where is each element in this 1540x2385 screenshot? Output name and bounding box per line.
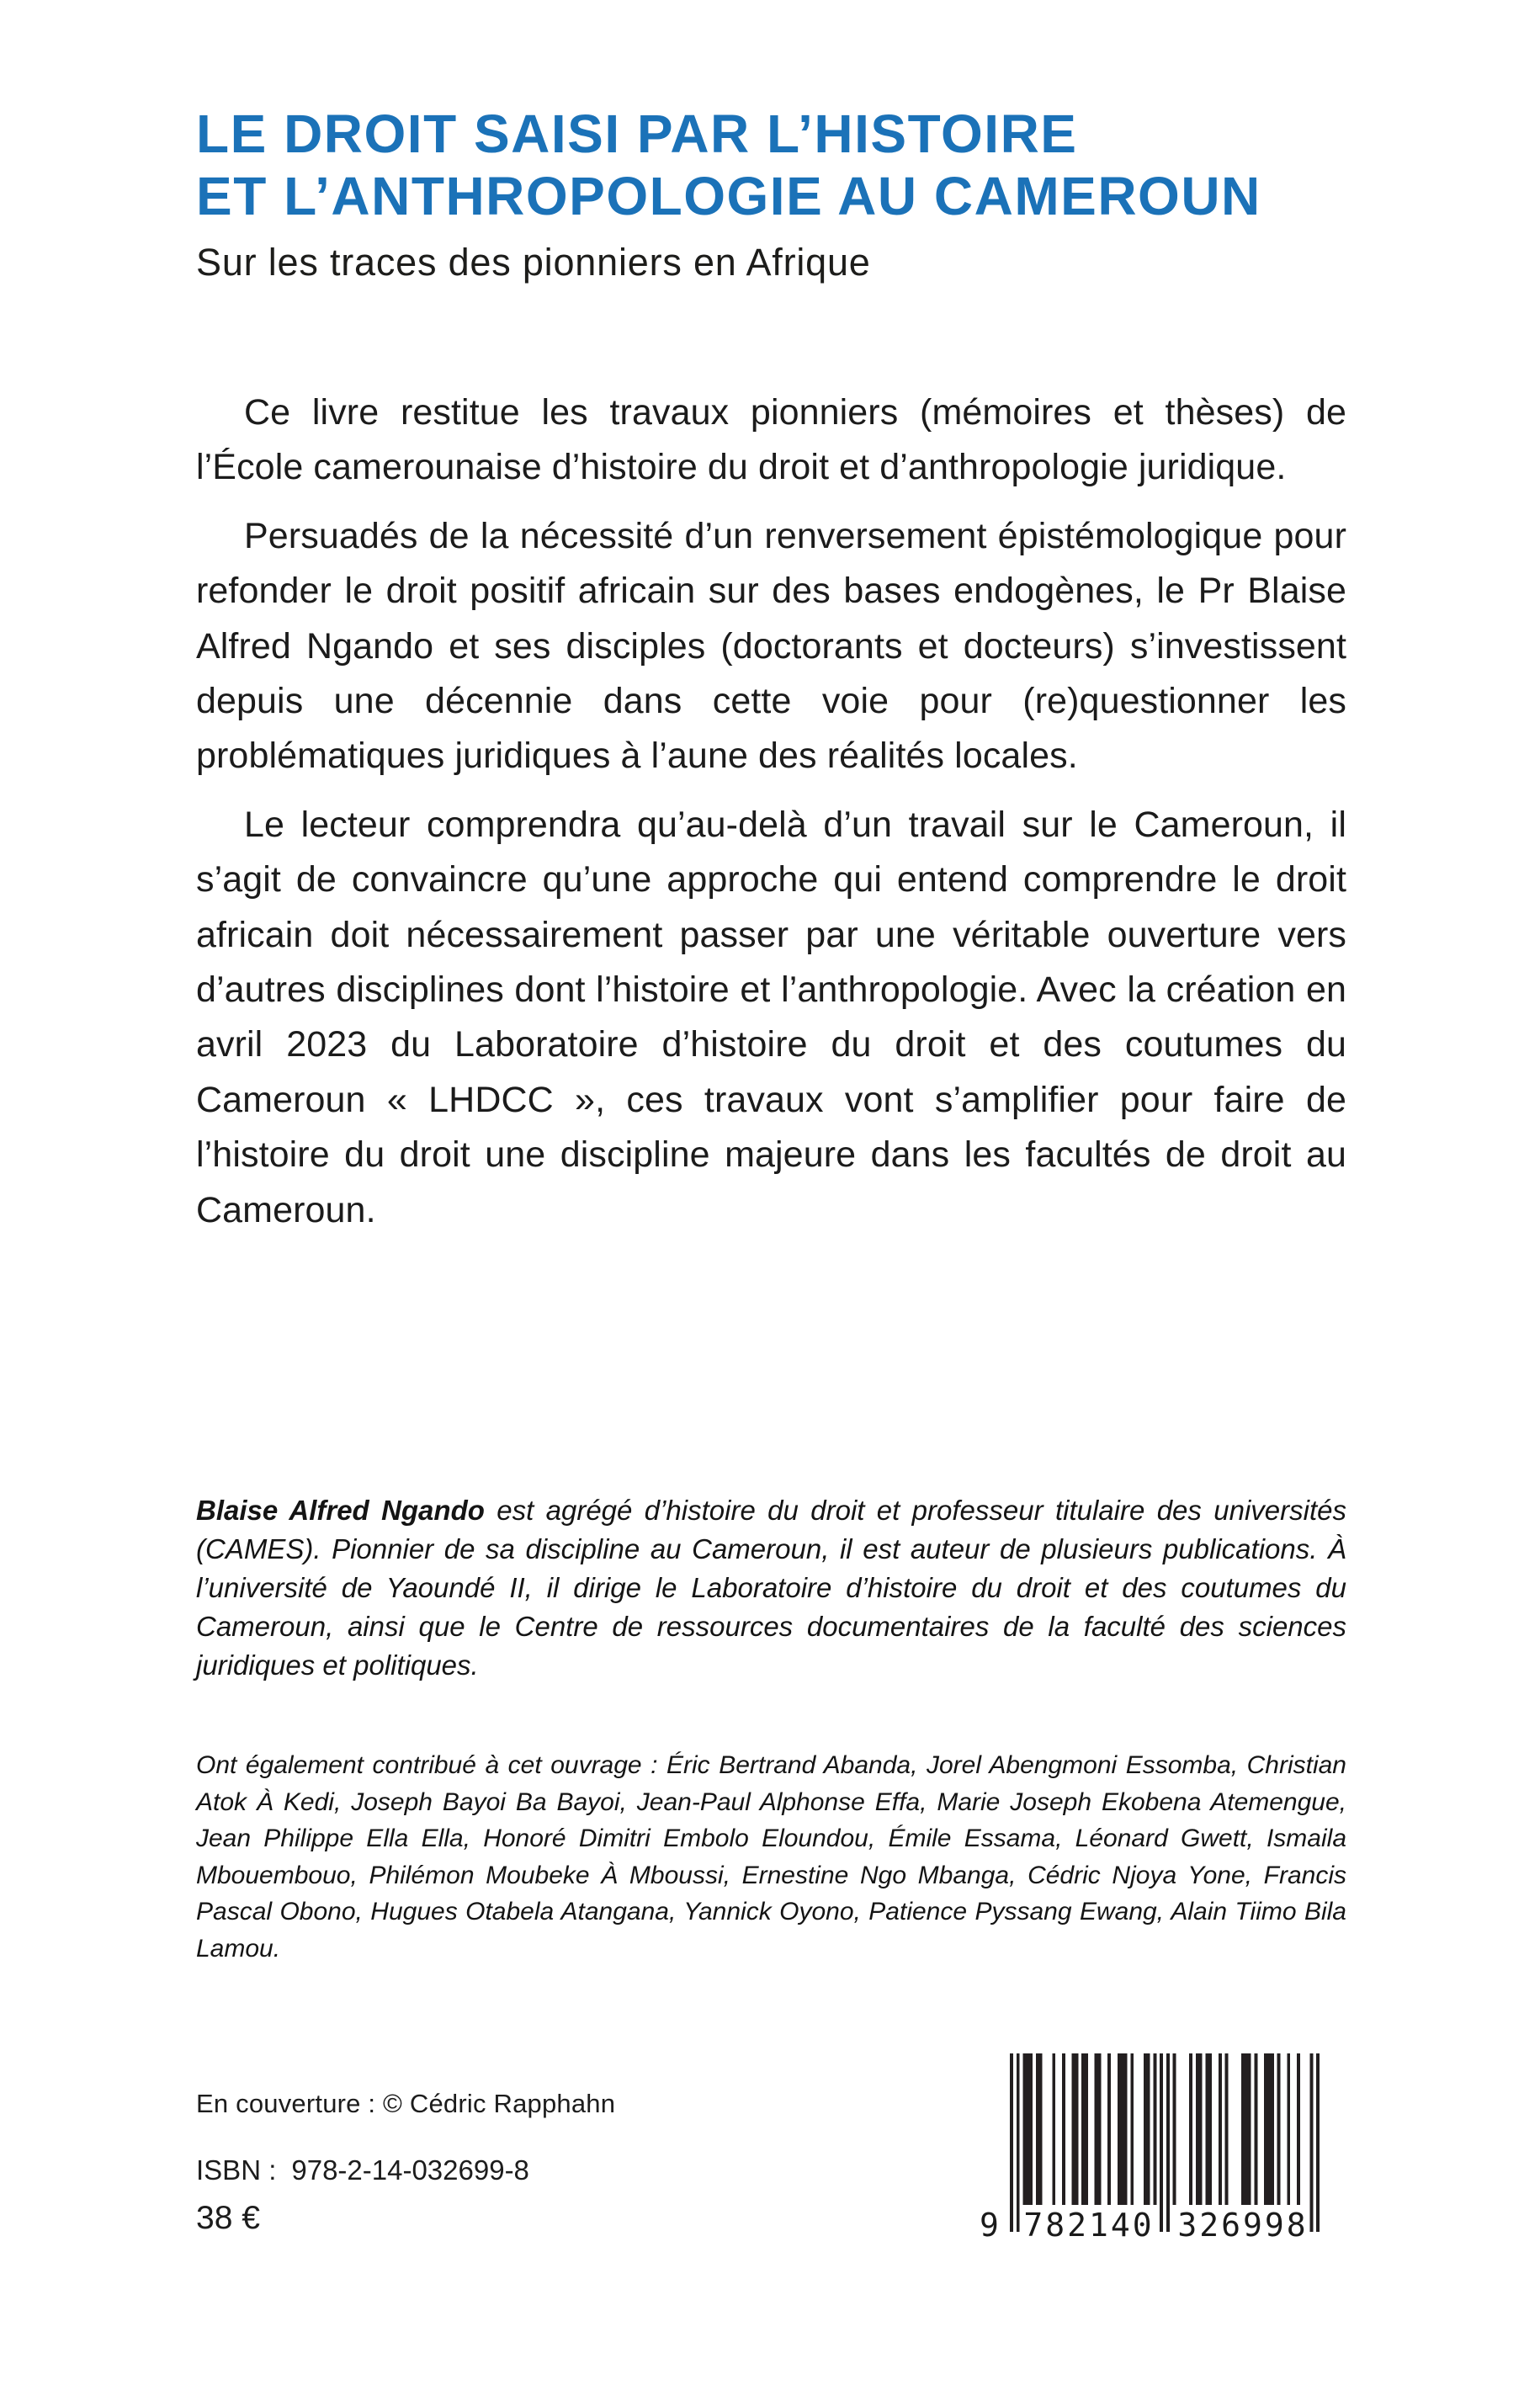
cover-credit: En couverture : © Cédric Rapphahn (196, 2089, 616, 2118)
isbn-label: ISBN : (196, 2154, 277, 2186)
contributors-note (196, 1747, 1346, 1967)
isbn-line (196, 2154, 529, 2186)
author-bio-text: est agrégé d’histoire du droit et professeur titulaire des universités (CAMES). Pionnier de sa discipline au Cameroun, il est auteur de plusieurs publications. À l’université de Yaoundé II, il dirige le Laboratoire d’histoire du droit et des coutumes du Cameroun, ainsi que le Centre de ressources documentaires de la faculté des sciences juridiques et politiques. (196, 1495, 1346, 1681)
barcode (980, 2053, 1325, 2249)
synopsis-paragraph-3: Le lecteur comprendra qu’au-delà d’un travail sur le Cameroun, il s’agit de convaincre qu’une approche qui entend comprendre le droit africain doit nécessairement passer par une véritable ouverture vers d’autres disciplines dont l’histoire et l’anthropologie. Avec la création en avril 2023 du Laboratoire d’histoire du droit et des coutumes du Cameroun « LHDCC », ces travaux vont s’amplifier pour faire de l’histoire du droit une discipline majeure dans les facultés de droit au Cameroun. (196, 804, 1346, 1230)
synopsis (196, 385, 1346, 1251)
barcode-digit-first: 9 (980, 2207, 999, 2244)
contributors-text: Ont également contribué à cet ouvrage : Éric Bertrand Abanda, Jorel Abengmoni Essomba, Christian Atok À Kedi, Joseph Bayoi Ba Bayoi, Jean-Paul Alphonse Effa, Marie Joseph Ekobena Atemengue, Jean Philippe Ella Ella, Honoré Dimitri Embolo Eloundou, Émile Essama, Léonard Gwett, Ismaila Mbouembouo, Philémon Moubeke À Mboussi, Ernestine Ngo Mbanga, Cédric Njoya Yone, Francis Pascal Obono, Hugues Otabela Atangana, Yannick Oyono, Patience Pyssang Ewang, Alain Tiimo Bila Lamou. (196, 1751, 1346, 1963)
book-subtitle: Sur les traces des pionniers en Afrique (196, 241, 871, 284)
barcode-bars-icon (1010, 2053, 1320, 2232)
author-bio (196, 1491, 1346, 1685)
author-name: Blaise Alfred Ngando (196, 1495, 485, 1526)
barcode-digits-right: 326998 (1177, 2207, 1309, 2244)
book-title-line-2: ET L’ANTHROPOLOGIE AU CAMEROUN (196, 166, 1261, 226)
synopsis-paragraph-1: Ce livre restitue les travaux pionniers (mémoires et thèses) de l’École camerounaise d’histoire du droit et d’anthropologie juridique. (196, 392, 1346, 488)
book-title (196, 103, 1399, 227)
synopsis-paragraph-2: Persuadés de la nécessité d’un renversement épistémologique pour refonder le droit positif africain sur des bases endogènes, le Pr Blaise Alfred Ngando et ses disciples (doctorants et docteurs) s’investissent depuis une décennie dans cette voie pour (re)questionner les problématiques juridiques à l’aune des réalités locales. (196, 515, 1346, 777)
barcode-digits-left: 782140 (1023, 2207, 1155, 2244)
title-block (196, 103, 1399, 284)
author-bio-paragraph (196, 1491, 1346, 1685)
price: 38 € (196, 2200, 260, 2236)
isbn-value: 978-2-14-032699-8 (291, 2154, 529, 2186)
book-title-line-1: LE DROIT SAISI PAR L’HISTOIRE (196, 104, 1078, 164)
